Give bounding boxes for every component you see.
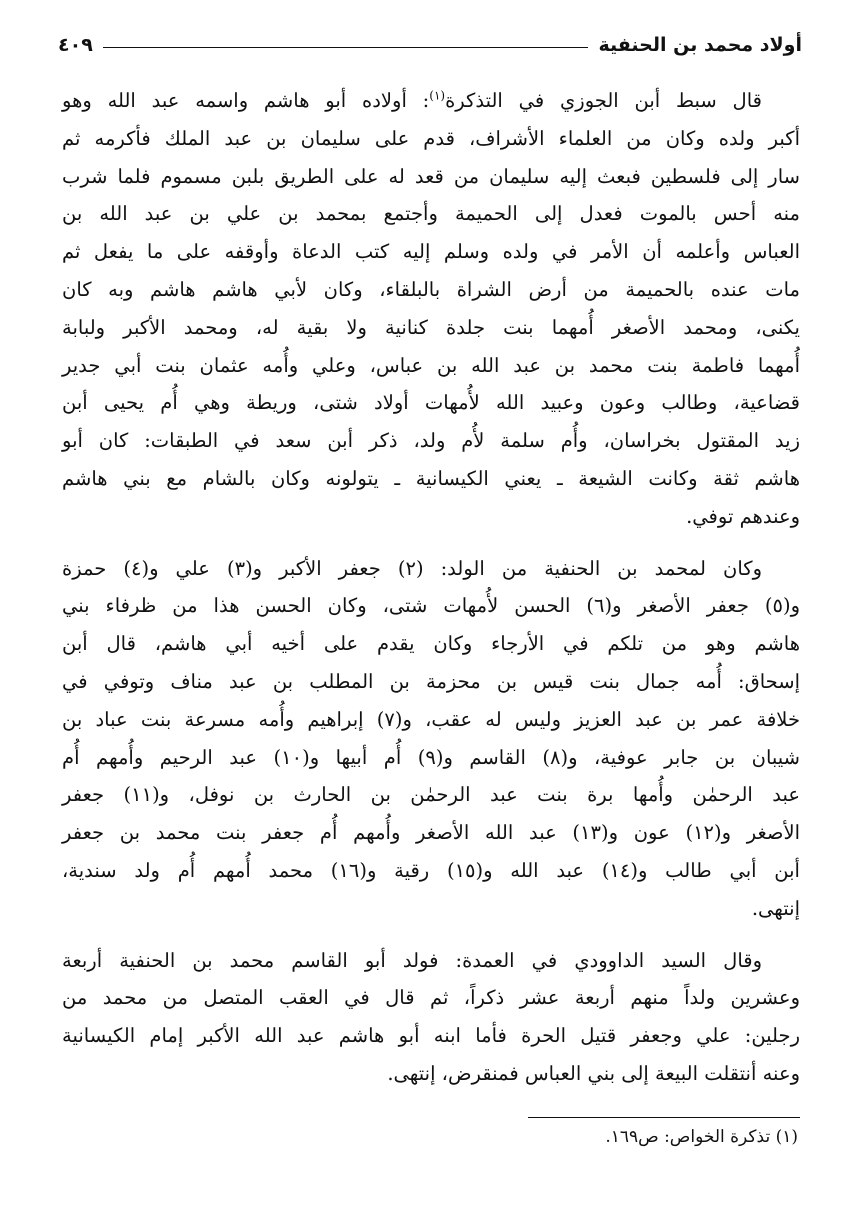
text-line: مات عنده بالحميمة من أرض الشراة بالبلقاء، وكان لأبي هاشم هاشم وبه كان: [62, 277, 800, 301]
text-line: وكان لمحمد بن الحنفية من الولد: (٢) جعفر الأكبر و(٣) علي و(٤) حمزة: [62, 556, 762, 580]
text-line: وعنه أنتقلت البيعة إلى بني العباس فمنقرض، إنتهى.: [387, 1061, 800, 1085]
text-line: منه أحس بالموت فعدل إلى الحميمة وأجتمع بمحمد بن علي بن عبد الله بن: [62, 202, 800, 226]
text-line: و(٥) جعفر الأصغر و(٦) الحسن لأُمهات شتى، وكان الحسن هذا من ظرفاء بني: [62, 594, 800, 618]
text-line: سار إلى فلسطين فبعث إليه سليمان من قعد له على الطريق بلبن مسموم فلما شرب: [62, 164, 800, 188]
main-text: [62, 82, 800, 1093]
page-number: ٤٠٩: [58, 34, 93, 56]
text-line: أبن أبي طالب و(١٤) عبد الله و(١٥) رقية و(١٦) محمد أُمهم أُم ولد سندية،: [62, 858, 800, 882]
text-line: وعندهم توفي.: [686, 504, 800, 528]
text-line: وقال السيد الداوودي في العمدة: فولد أبو القاسم محمد بن الحنفية أربعة: [62, 948, 762, 972]
paragraph-gap: [62, 928, 800, 942]
footnote-rule: [528, 1117, 800, 1118]
running-header: [58, 30, 802, 60]
text-line: الأصغر و(١٢) عون و(١٣) عبد الله الأصغر وأُمهم أُم جعفر بنت محمد بن جعفر: [62, 821, 800, 845]
text-line: هاشم ثقة وكانت الشيعة ـ يعني الكيسانية ـ يتولونه وكان بالشام مع بني هاشم: [62, 466, 800, 490]
footnote-marker: (١): [429, 88, 446, 103]
paragraph-1: [62, 82, 800, 536]
text-line: هاشم وهو من تلكم في الأرجاء وكان يقدم على أخيه أبي هاشم، قال أبن: [62, 632, 800, 656]
text-line: خلافة عمر بن عبد العزيز وليس له عقب، و(٧) إبراهيم وأُمه مسرعة بنت عباد بن: [62, 707, 800, 731]
text-line: عبد الرحمٰن وأُمها برة بنت عبد الرحمٰن بن الحارث بن نوفل، و(١١) جعفر: [62, 783, 800, 807]
text-line: العباس وأعلمه أن الأمر في ولده وسلم إليه كتب الدعاة وأوقفه على ما يفعل ثم: [62, 240, 800, 264]
paragraph-gap: [62, 536, 800, 550]
text-run: : أولاده أبو هاشم واسمه عبد الله وهو: [62, 89, 430, 112]
text-line: وعشرين ولداً منهم أربعة عشر ذكراً، ثم قال في العقب المتصل من محمد من: [62, 986, 800, 1010]
header-rule: [103, 47, 589, 48]
text-line: إسحاق: أُمه جمال بنت قيس بن محزمة بن المطلب بن عبد مناف وتوفي في: [62, 669, 800, 693]
text-line: قضاعية، وطالب وعون وعبيد الله لأُمهات أولاد شتى، وريطة وهي أُم يحيى أبن: [62, 391, 800, 415]
text-line: يكنى، ومحمد الأصغر أُمهما بنت جلدة كنانية ولا بقية له، ومحمد الأكبر ولبابة: [62, 315, 800, 339]
text-line: أُمهما فاطمة بنت محمد بن عبد الله بن عباس، وعلي وأُمه عثمان بنت أبي جدير: [62, 353, 800, 377]
footnote: (١) تذكرة الخواص: ص١٦٩.: [605, 1127, 798, 1147]
text-line: [62, 82, 800, 120]
text-line: رجلين: علي وجعفر قتيل الحرة فأما ابنه أبو هاشم عبد الله الأكبر إمام الكيسانية: [62, 1024, 800, 1048]
chapter-title: أولاد محمد بن الحنفية: [598, 34, 802, 56]
paragraph-2: [62, 550, 800, 928]
text-line: شيبان بن جابر عوفية، و(٨) القاسم و(٩) أُم أبيها و(١٠) عبد الرحيم وأُمهم أُم: [62, 745, 800, 769]
paragraph-3: [62, 942, 800, 1093]
text-line: إنتهى.: [751, 896, 800, 920]
text-run: قال سبط أبن الجوزي في التذكرة: [445, 89, 762, 112]
text-line: أكبر ولده وكان من العلماء الأشراف، قدم على سليمان بن عبد الملك فأكرمه ثم: [62, 126, 800, 150]
text-line: زيد المقتول بخراسان، وأُم سلمة لأُم ولد، ذكر أبن سعد في الطبقات: كان أبو: [62, 429, 800, 453]
